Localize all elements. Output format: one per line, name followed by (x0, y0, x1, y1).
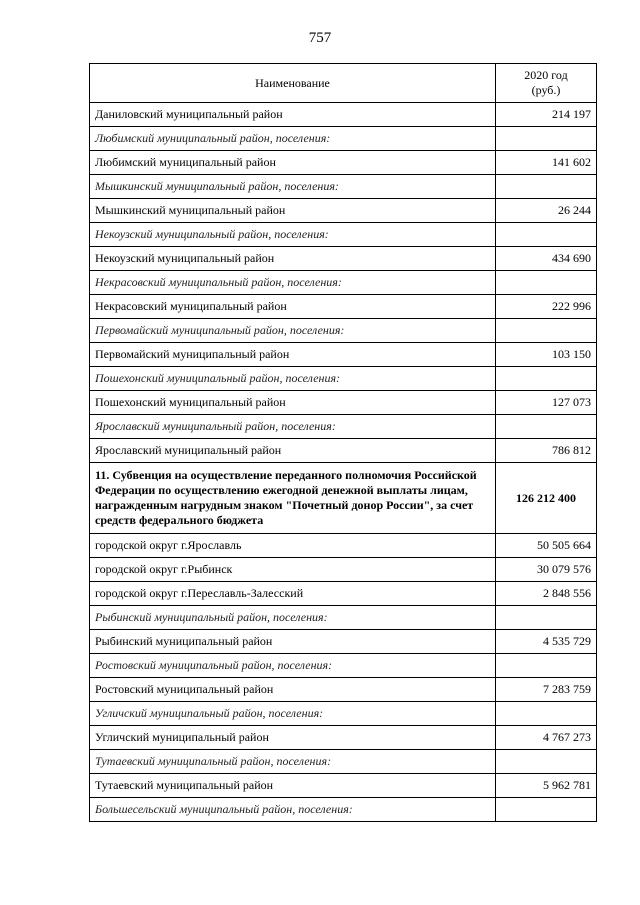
row-value: 434 690 (496, 247, 597, 271)
row-name: 11. Субвенция на осуществление переданного полномочия Российской Федерации по осуществлению ежегодной денежной выплаты лицам, награжденным нагрудным знаком "Почетный донор России", за счет средств федерального бюджета (90, 463, 496, 534)
table-row (90, 295, 597, 319)
header-value (496, 64, 597, 103)
page-number: 757 (308, 30, 332, 46)
row-value: 50 505 664 (496, 534, 597, 558)
row-value: 126 212 400 (496, 463, 597, 534)
row-name: Большесельский муниципальный район, поселения: (90, 798, 496, 822)
row-value: 103 150 (496, 343, 597, 367)
row-name: Любимский муниципальный район (90, 151, 496, 175)
row-value (496, 271, 597, 295)
row-name: Угличский муниципальный район, поселения: (90, 702, 496, 726)
table-row (90, 630, 597, 654)
row-value: 2 848 556 (496, 582, 597, 606)
table-body (90, 103, 597, 822)
row-name: Мышкинский муниципальный район (90, 199, 496, 223)
row-name: Пошехонский муниципальный район, поселения: (90, 367, 496, 391)
row-name: Ярославский муниципальный район, поселения: (90, 415, 496, 439)
row-value: 4 767 273 (496, 726, 597, 750)
row-name: Ростовский муниципальный район, поселения: (90, 654, 496, 678)
table-row (90, 391, 597, 415)
row-value: 786 812 (496, 439, 597, 463)
table-row (90, 463, 597, 534)
row-name: Некрасовский муниципальный район, поселения: (90, 271, 496, 295)
row-name: Некоузский муниципальный район, поселения: (90, 223, 496, 247)
table-row (90, 654, 597, 678)
row-name: Даниловский муниципальный район (90, 103, 496, 127)
row-value: 141 602 (496, 151, 597, 175)
row-value (496, 702, 597, 726)
row-name: городской округ г.Ярославль (90, 534, 496, 558)
table-row (90, 774, 597, 798)
row-name: Первомайский муниципальный район, поселения: (90, 319, 496, 343)
row-value (496, 606, 597, 630)
row-name: Первомайский муниципальный район (90, 343, 496, 367)
row-name: Рыбинский муниципальный район, поселения: (90, 606, 496, 630)
table-row (90, 271, 597, 295)
header-value-unit: (руб.) (531, 83, 561, 97)
table-row (90, 103, 597, 127)
row-value: 7 283 759 (496, 678, 597, 702)
table-row (90, 726, 597, 750)
table-row (90, 439, 597, 463)
row-name: Пошехонский муниципальный район (90, 391, 496, 415)
row-name: Ярославский муниципальный район (90, 439, 496, 463)
table-row (90, 175, 597, 199)
row-name: Любимский муниципальный район, поселения: (90, 127, 496, 151)
table-row (90, 606, 597, 630)
row-value: 5 962 781 (496, 774, 597, 798)
row-value: 214 197 (496, 103, 597, 127)
row-value (496, 750, 597, 774)
row-name: Некоузский муниципальный район (90, 247, 496, 271)
row-name: Тутаевский муниципальный район, поселения: (90, 750, 496, 774)
table-row (90, 223, 597, 247)
table-row (90, 343, 597, 367)
row-value: 30 079 576 (496, 558, 597, 582)
row-value (496, 319, 597, 343)
table-row (90, 367, 597, 391)
row-name: Некрасовский муниципальный район (90, 295, 496, 319)
table-row (90, 127, 597, 151)
table-row (90, 534, 597, 558)
row-name: Мышкинский муниципальный район, поселения: (90, 175, 496, 199)
row-value: 127 073 (496, 391, 597, 415)
budget-table (89, 63, 597, 822)
table-row (90, 750, 597, 774)
row-name: городской округ г.Переславль-Залесский (90, 582, 496, 606)
row-name: Ростовский муниципальный район (90, 678, 496, 702)
row-name: Тутаевский муниципальный район (90, 774, 496, 798)
row-value (496, 223, 597, 247)
table-row (90, 199, 597, 223)
row-value: 4 535 729 (496, 630, 597, 654)
row-value: 222 996 (496, 295, 597, 319)
table-row (90, 582, 597, 606)
table-row (90, 798, 597, 822)
row-name: Рыбинский муниципальный район (90, 630, 496, 654)
row-value (496, 127, 597, 151)
row-name: Угличский муниципальный район (90, 726, 496, 750)
table-row (90, 678, 597, 702)
table-header-row (90, 64, 597, 103)
row-value (496, 367, 597, 391)
table-row (90, 415, 597, 439)
table-row (90, 702, 597, 726)
row-value (496, 415, 597, 439)
table-row (90, 247, 597, 271)
row-value: 26 244 (496, 199, 597, 223)
row-value (496, 798, 597, 822)
table-row (90, 558, 597, 582)
row-value (496, 175, 597, 199)
header-name: Наименование (90, 64, 496, 103)
table-row (90, 151, 597, 175)
row-value (496, 654, 597, 678)
header-value-year: 2020 год (524, 68, 568, 82)
table-row (90, 319, 597, 343)
row-name: городской округ г.Рыбинск (90, 558, 496, 582)
